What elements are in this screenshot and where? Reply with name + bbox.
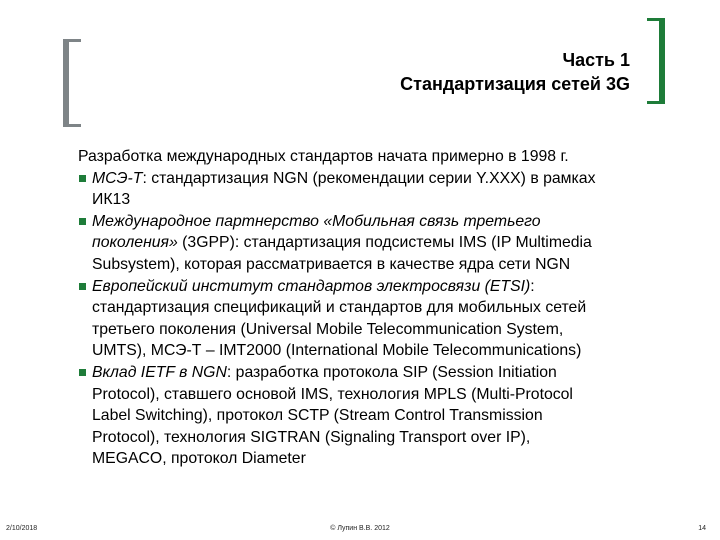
item-emphasis: Международное партнерство «Мобильная связь третьего (92, 212, 541, 230)
square-bullet-icon (79, 218, 86, 225)
slide-body (78, 146, 690, 470)
item-line (92, 276, 690, 298)
item-line: ИК13 (92, 191, 131, 209)
slide-title (400, 48, 630, 96)
item-line: Label Switching), протокол SCTP (Stream Control Transmission (92, 407, 543, 425)
footer-author: © Лупин В.В. 2012 (330, 525, 390, 532)
item-text: : разработка протокола SIP (Session Initiation (226, 363, 557, 381)
item-line: Protocol), технология SIGTRAN (Signaling Transport over IP), (92, 428, 531, 446)
item-emphasis: Европейский институт стандартов электросвязи (ETSI) (92, 277, 531, 295)
item-text: (3GPP): стандартизация подсистемы IMS (IP Multimedia (177, 234, 592, 252)
item-line: стандартизация спецификаций и стандартов для мобильных сетей (92, 299, 587, 317)
item-line (92, 232, 690, 254)
item-line: третьего поколения (Universal Mobile Telecommunication System, (92, 320, 564, 338)
title-line-1: Часть 1 (562, 50, 630, 70)
bullet-item-3gpp (78, 211, 690, 276)
left-bracket-decoration (63, 39, 81, 127)
item-text: : стандартизация NGN (рекомендации серии Y.XXX) в рамках (142, 169, 596, 187)
item-line: UMTS), МСЭ-Т – IMT2000 (International Mobile Telecommunications) (92, 342, 582, 360)
item-line: MEGACO, протокол Diameter (92, 450, 306, 468)
square-bullet-icon (79, 175, 86, 182)
title-line-2: Стандартизация сетей 3G (400, 74, 630, 94)
intro-text: Разработка международных стандартов начата примерно в 1998 г. (78, 148, 569, 165)
item-emphasis: МСЭ-Т (92, 169, 143, 187)
bullet-item-itu (78, 168, 690, 211)
bullet-item-ietf (78, 362, 690, 470)
item-line (92, 362, 690, 384)
square-bullet-icon (79, 283, 86, 290)
footer-date: 2/10/2018 (6, 525, 38, 532)
right-bracket-decoration (647, 18, 665, 104)
bullet-item-etsi (78, 276, 690, 362)
item-emphasis: Вклад IETF в NGN (92, 363, 227, 381)
item-line: Subsystem), которая рассматривается в качестве ядра сети NGN (92, 255, 571, 273)
item-text: : (530, 277, 535, 295)
square-bullet-icon (79, 369, 86, 376)
item-line: Protocol), ставшего основой IMS, технология MPLS (Multi-Protocol (92, 385, 573, 403)
footer-page-number: 14 (698, 525, 706, 532)
item-line (92, 168, 690, 190)
item-emphasis: поколения» (92, 234, 178, 252)
item-line (92, 211, 690, 233)
